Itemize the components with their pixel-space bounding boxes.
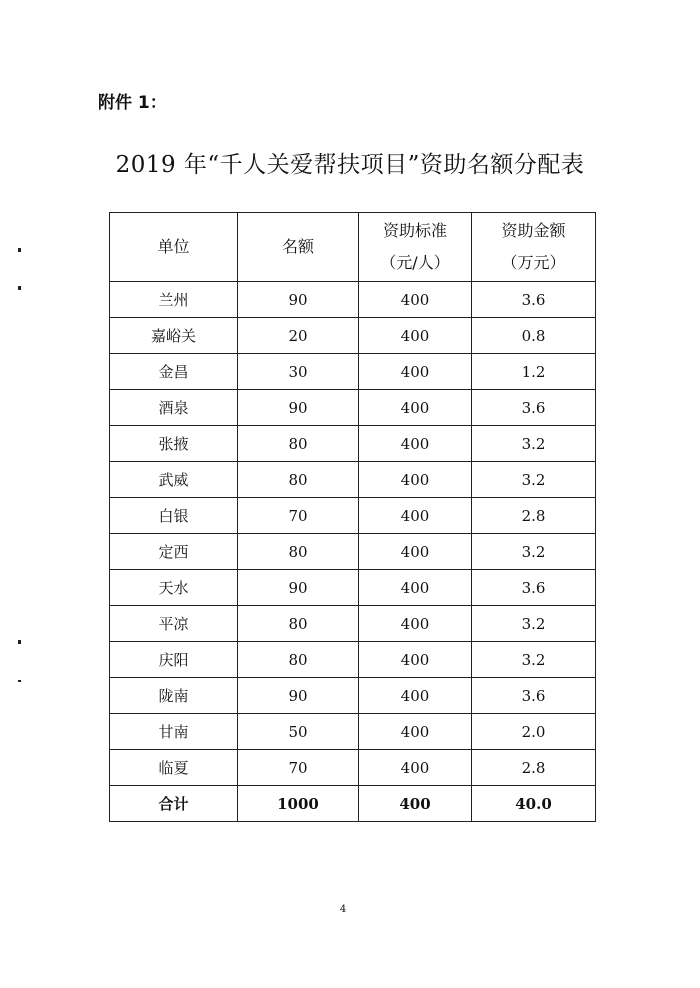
row-standard: 400 <box>359 678 472 714</box>
row-amount: 3.2 <box>472 534 596 570</box>
row-standard: 400 <box>359 318 472 354</box>
header-quota: 名额 <box>238 213 359 282</box>
row-standard: 400 <box>359 606 472 642</box>
row-unit: 张掖 <box>110 426 238 462</box>
row-standard: 400 <box>359 462 472 498</box>
row-standard: 400 <box>359 750 472 786</box>
row-quota: 90 <box>238 570 359 606</box>
row-amount: 0.8 <box>472 318 596 354</box>
document-title: 2019 年“千人关爱帮扶项目”资助名额分配表 <box>115 152 585 178</box>
table-row <box>110 318 596 354</box>
table-header-row <box>110 213 596 282</box>
header-standard <box>359 213 472 282</box>
row-unit: 平凉 <box>110 606 238 642</box>
row-standard: 400 <box>359 642 472 678</box>
header-unit: 单位 <box>110 213 238 282</box>
scan-speck <box>18 640 21 644</box>
total-row <box>110 786 596 822</box>
header-amount-line1: 资助金额 <box>501 221 566 240</box>
table-row <box>110 462 596 498</box>
header-amount <box>472 213 596 282</box>
row-standard: 400 <box>359 498 472 534</box>
row-quota: 30 <box>238 354 359 390</box>
table-row <box>110 750 596 786</box>
table-row <box>110 606 596 642</box>
total-amount: 40.0 <box>472 786 596 822</box>
table-row <box>110 354 596 390</box>
total-quota: 1000 <box>238 786 359 822</box>
row-unit: 嘉峪关 <box>110 318 238 354</box>
row-standard: 400 <box>359 282 472 318</box>
row-standard: 400 <box>359 354 472 390</box>
row-amount: 3.2 <box>472 606 596 642</box>
page-number: 4 <box>339 904 347 915</box>
scan-speck <box>18 680 21 682</box>
row-amount: 3.6 <box>472 570 596 606</box>
row-standard: 400 <box>359 426 472 462</box>
allocation-table <box>109 212 596 822</box>
header-standard-line1: 资助标准 <box>382 221 447 240</box>
table-row <box>110 282 596 318</box>
row-unit: 定西 <box>110 534 238 570</box>
row-standard: 400 <box>359 534 472 570</box>
table-row <box>110 534 596 570</box>
row-unit: 酒泉 <box>110 390 238 426</box>
row-quota: 70 <box>238 498 359 534</box>
row-unit: 陇南 <box>110 678 238 714</box>
row-quota: 80 <box>238 534 359 570</box>
row-quota: 50 <box>238 714 359 750</box>
header-standard-line2: （元/人） <box>380 253 450 272</box>
row-amount: 3.6 <box>472 678 596 714</box>
row-quota: 80 <box>238 642 359 678</box>
header-amount-line2: （万元） <box>501 253 566 272</box>
attachment-label: 附件 1： <box>98 93 167 113</box>
row-amount: 2.0 <box>472 714 596 750</box>
row-unit: 庆阳 <box>110 642 238 678</box>
row-quota: 90 <box>238 282 359 318</box>
table-row <box>110 390 596 426</box>
row-amount: 3.2 <box>472 462 596 498</box>
row-amount: 1.2 <box>472 354 596 390</box>
row-quota: 80 <box>238 462 359 498</box>
scan-speck <box>18 248 21 252</box>
scan-speck <box>18 286 21 290</box>
row-unit: 兰州 <box>110 282 238 318</box>
row-quota: 20 <box>238 318 359 354</box>
table-row <box>110 498 596 534</box>
row-amount: 3.2 <box>472 426 596 462</box>
table-body <box>110 282 596 786</box>
row-quota: 90 <box>238 390 359 426</box>
total-standard: 400 <box>359 786 472 822</box>
table-row <box>110 642 596 678</box>
row-unit: 武威 <box>110 462 238 498</box>
row-quota: 80 <box>238 606 359 642</box>
row-standard: 400 <box>359 570 472 606</box>
table-row <box>110 678 596 714</box>
row-standard: 400 <box>359 390 472 426</box>
row-quota: 80 <box>238 426 359 462</box>
row-standard: 400 <box>359 714 472 750</box>
row-quota: 90 <box>238 678 359 714</box>
row-amount: 3.6 <box>472 282 596 318</box>
table-row <box>110 714 596 750</box>
row-unit: 天水 <box>110 570 238 606</box>
row-unit: 甘南 <box>110 714 238 750</box>
row-unit: 金昌 <box>110 354 238 390</box>
row-amount: 2.8 <box>472 750 596 786</box>
table-row <box>110 426 596 462</box>
row-amount: 3.6 <box>472 390 596 426</box>
row-unit: 白银 <box>110 498 238 534</box>
table-row <box>110 570 596 606</box>
total-unit: 合计 <box>110 786 238 822</box>
row-amount: 3.2 <box>472 642 596 678</box>
row-quota: 70 <box>238 750 359 786</box>
row-amount: 2.8 <box>472 498 596 534</box>
row-unit: 临夏 <box>110 750 238 786</box>
